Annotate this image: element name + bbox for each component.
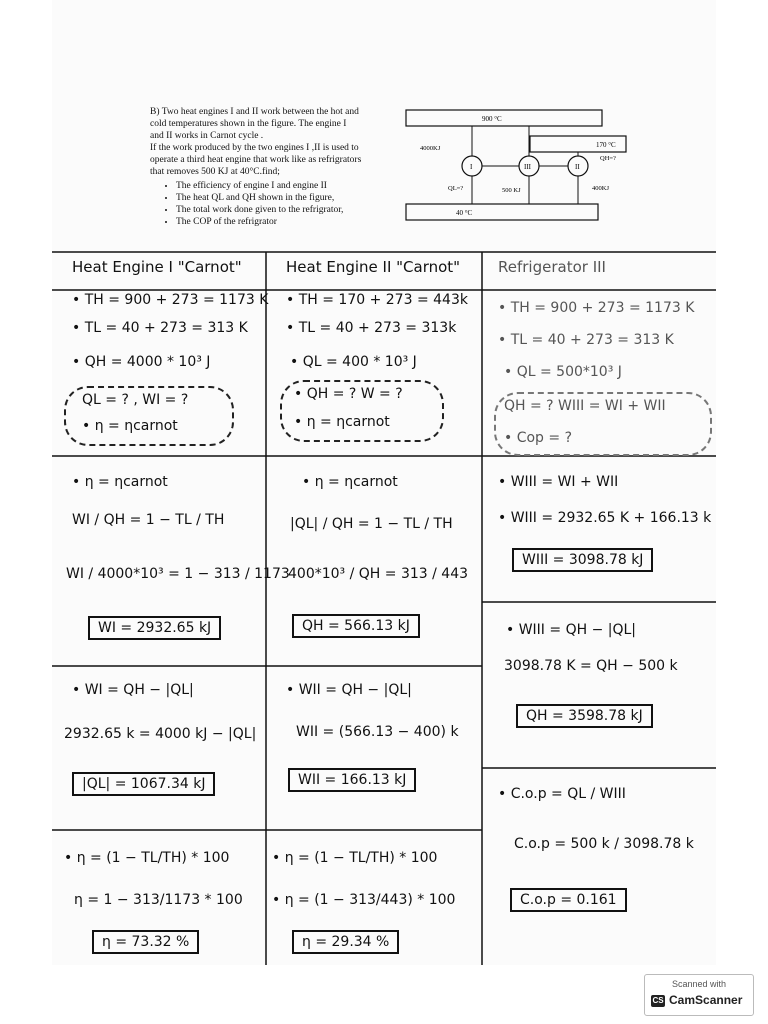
c3-qh-subst: 3098.78 K = QH − 500 k <box>504 658 678 674</box>
c2-wii-eq: • WII = QH − |QL| <box>286 682 412 698</box>
q-out-I-label: QL=? <box>448 185 464 192</box>
c2-wii-subst: WII = (566.13 − 400) k <box>296 724 459 740</box>
engine-I-label: I <box>470 163 473 171</box>
engine-II-label: II <box>575 163 580 171</box>
c3-th: • TH = 900 + 273 = 1173 K <box>498 300 695 316</box>
c2-eta-result: η = 29.34 % <box>292 930 399 954</box>
c3-wiii-eq: • WIII = WI + WII <box>498 474 619 490</box>
c1-eta-subst: η = 1 − 313/1173 * 100 <box>74 892 243 908</box>
q-II-label: 400KJ <box>592 185 609 192</box>
c2-eta-formula: • η = (1 − TL/TH) * 100 <box>272 850 438 866</box>
c2-th: • TH = 170 + 273 = 443k <box>286 292 468 308</box>
problem-line: cold temperatures shown in the figure. The engine I <box>150 119 347 129</box>
c1-wi-eq: • WI = QH − |QL| <box>72 682 194 698</box>
c3-wiii-subst: • WIII = 2932.65 K + 166.13 k <box>498 510 712 526</box>
c3-cop-formula: • C.o.p = QL / WIII <box>498 786 626 802</box>
c1-eta-carnot: • η = ηcarnot <box>82 418 178 434</box>
camscanner-watermark <box>644 974 754 1016</box>
task-item: • The COP of the refrigrator <box>176 216 400 228</box>
c1-unknowns: QL = ? , WI = ? <box>82 392 189 408</box>
problem-line: B) Two heat engines I and II work between the hot and <box>150 107 359 117</box>
c1-tl: • TL = 40 + 273 = 313 K <box>72 320 248 336</box>
problem-line: that removes 500 KJ at 40°C.find; <box>150 167 280 177</box>
task-item: • The total work done given to the refrigrator, <box>176 204 400 216</box>
engine-III-label: III <box>524 163 531 171</box>
cold-reservoir <box>406 204 598 220</box>
cold-reservoir-label: 40 °C <box>456 209 473 217</box>
engine-diagram <box>398 104 630 224</box>
c3-cop-unknown: • Cop = ? <box>504 430 572 446</box>
c2-ql: • QL = 400 * 10³ J <box>290 354 417 370</box>
c1-eta-formula: • η = (1 − TL/TH) * 100 <box>64 850 230 866</box>
c3-qh-result: QH = 3598.78 kJ <box>516 704 653 728</box>
c2-eta-subst: • η = (1 − 313/443) * 100 <box>272 892 456 908</box>
qh-II-label: QH=? <box>600 155 616 162</box>
q-in-I-label: 4000KJ <box>420 145 441 152</box>
task-item: • The efficiency of engine I and engine II <box>176 180 400 192</box>
problem-line: and II works in Carnot cycle . <box>150 131 264 141</box>
c2-tl: • TL = 40 + 273 = 313k <box>286 320 457 336</box>
c1-ql-subst: 2932.65 k = 4000 kJ − |QL| <box>64 726 257 742</box>
header-engine-II: Heat Engine II "Carnot" <box>286 258 461 276</box>
c3-wiii-result: WIII = 3098.78 kJ <box>512 548 653 572</box>
c1-th: • TH = 900 + 273 = 1173 K <box>72 292 269 308</box>
q-refrig-label: 500 KJ <box>502 187 521 194</box>
task-item: • The heat QL and QH shown in the figure, <box>176 192 400 204</box>
header-refrigerator: Refrigerator III <box>498 258 606 276</box>
camscanner-logo-icon: CS <box>652 996 664 1005</box>
c3-unknowns: QH = ? WIII = WI + WII <box>504 398 666 414</box>
c3-qh-eq: • WIII = QH − |QL| <box>506 622 636 638</box>
mid-reservoir-label: 170 °C <box>596 141 616 149</box>
hot-reservoir <box>406 110 602 126</box>
c2-unknowns: • QH = ? W = ? <box>294 386 403 402</box>
c2-qh-result: QH = 566.13 kJ <box>292 614 420 638</box>
problem-line: operate a third heat engine that work like as refrigrators <box>150 155 362 165</box>
c3-cop-subst: C.o.p = 500 k / 3098.78 k <box>514 836 694 852</box>
c1-ratio: WI / QH = 1 − TL / TH <box>72 512 225 528</box>
header-engine-I: Heat Engine I "Carnot" <box>72 258 242 276</box>
c3-ql: • QL = 500*10³ J <box>504 364 622 380</box>
problem-line: If the work produced by the two engines I ,II is used to <box>150 143 359 153</box>
watermark-line2: CamScanner <box>669 993 743 1007</box>
c1-ql-result: |QL| = 1067.34 kJ <box>72 772 215 796</box>
c3-cop-result: C.o.p = 0.161 <box>510 888 627 912</box>
c1-eta-result: η = 73.32 % <box>92 930 199 954</box>
watermark-line1: Scanned with <box>671 979 727 989</box>
c2-subst: 400*10³ / QH = 313 / 443 <box>288 566 469 582</box>
c1-eta-eq: • η = ηcarnot <box>72 474 168 490</box>
c2-eta-eq: • η = ηcarnot <box>302 474 398 490</box>
c1-qh: • QH = 4000 * 10³ J <box>72 354 211 370</box>
c1-subst: WI / 4000*10³ = 1 − 313 / 1173 <box>66 566 290 582</box>
c2-wii-result: WII = 166.13 kJ <box>288 768 416 792</box>
c3-tl: • TL = 40 + 273 = 313 K <box>498 332 674 348</box>
c1-wi-result: WI = 2932.65 kJ <box>88 616 221 640</box>
hot-reservoir-label: 900 °C <box>482 115 502 123</box>
c2-ratio: |QL| / QH = 1 − TL / TH <box>290 516 453 532</box>
problem-statement <box>150 106 400 228</box>
task-list <box>150 180 400 228</box>
c2-eta-carnot: • η = ηcarnot <box>294 414 390 430</box>
